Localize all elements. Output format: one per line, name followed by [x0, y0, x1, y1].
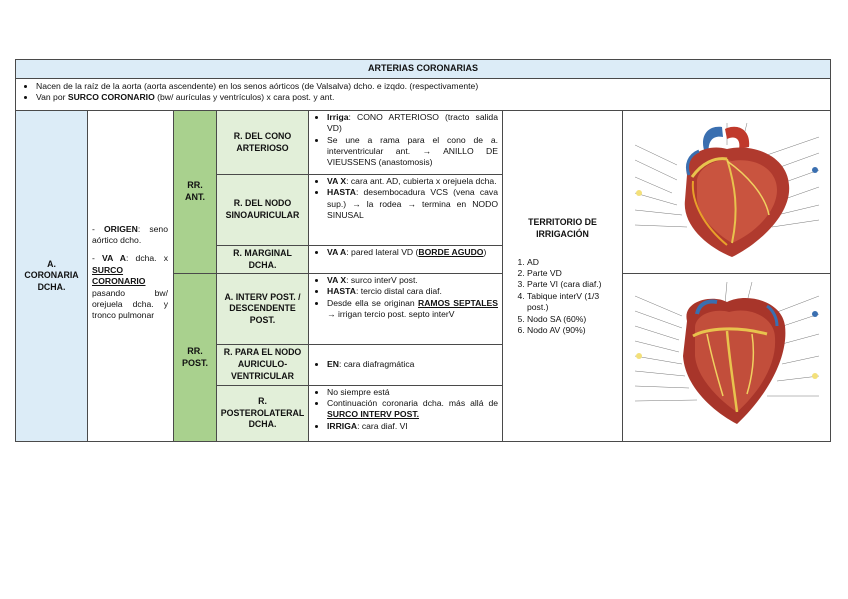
origin-description: - ORIGEN: seno aórtico dcho. - VA A: dcha. x SURCO CORONARIO pasando bw/ orejuela dcha. y tronco pulmonar	[88, 111, 174, 442]
heart-posterior-image	[623, 274, 831, 442]
territory-item: 3. Parte VI (cara diaf.)	[527, 279, 616, 290]
branch-marginal-description: • VA A: pared lateral VD (BORDE AGUDO)	[309, 246, 503, 274]
irrigation-territory	[503, 111, 623, 442]
branch-cono-arterioso: R. DEL CONO ARTERIOSO	[217, 111, 309, 175]
artery-name: A. CORONARIA DCHA.	[16, 111, 88, 442]
intro-note-path: • Van por SURCO CORONARIO (bw/ aurículas y ventrículos) x cara post. y ant.	[36, 92, 826, 103]
coronary-arteries-table	[15, 59, 831, 442]
branch-interv-post-description: • VA X: surco interV post. • HASTA: tercio distal cara diaf. • Desde ella se originan RAMOS SEPTALES → irrigan tercio post. septo interV	[309, 274, 503, 345]
intro-notes	[16, 79, 831, 111]
branch-nodo-av: R. PARA EL NODO AURICULO-VENTRICULAR	[217, 344, 309, 385]
branch-nodo-sinoauricular: R. DEL NODO SINOAURICULAR	[217, 175, 309, 246]
branch-nodo-av-description: • EN: cara diafragmática	[309, 344, 503, 385]
table-title: ARTERIAS CORONARIAS	[16, 60, 831, 79]
territory-item: 2. Parte VD	[527, 268, 616, 279]
irrigation-territory-header: TERRITORIO DE IRRIGACIÓN	[528, 217, 597, 240]
territory-item: 6. Nodo AV (90%)	[527, 325, 616, 336]
branch-posterolateral-description: • No siempre está • Continuación coronaria dcha. más allá de SURCO INTERV POST. • IRRIGA: cara diaf. VI	[309, 385, 503, 442]
heart-posterior-illustration	[627, 276, 827, 436]
branch-nodo-sa-description: • VA X: cara ant. AD, cubierta x orejuela dcha. • HASTA: desembocadura VCS (vena cava sup.) → la rodea → termina en NODO SINUSAL	[309, 175, 503, 246]
territory-item: 4. Tabique interV (1/3 post.)	[527, 291, 616, 314]
branch-posterolateral: R. POSTEROLATERAL DCHA.	[217, 385, 309, 442]
anterior-branches-label: RR. ANT.	[174, 111, 217, 274]
branch-interv-post: A. INTERV POST. / DESCENDENTE POST.	[217, 274, 309, 345]
heart-anterior-illustration	[627, 115, 827, 265]
intro-note-origin: • Nacen de la raíz de la aorta (aorta ascendente) en los senos aórticos (de Valsalva) dcho. e izqdo. (respectivamente)	[36, 81, 826, 92]
branch-marginal-dcha: R. MARGINAL DCHA.	[217, 246, 309, 274]
territory-item: 5. Nodo SA (60%)	[527, 314, 616, 325]
heart-anterior-image	[623, 111, 831, 274]
territory-item: 1. AD	[527, 257, 616, 268]
posterior-branches-label: RR. POST.	[174, 274, 217, 442]
branch-cono-description: • Irriga: CONO ARTERIOSO (tracto salida VD) • Se une a rama para el cono de a. interventricular ant. → ANILLO DE VIEUSSENS (anastomosis)	[309, 111, 503, 175]
